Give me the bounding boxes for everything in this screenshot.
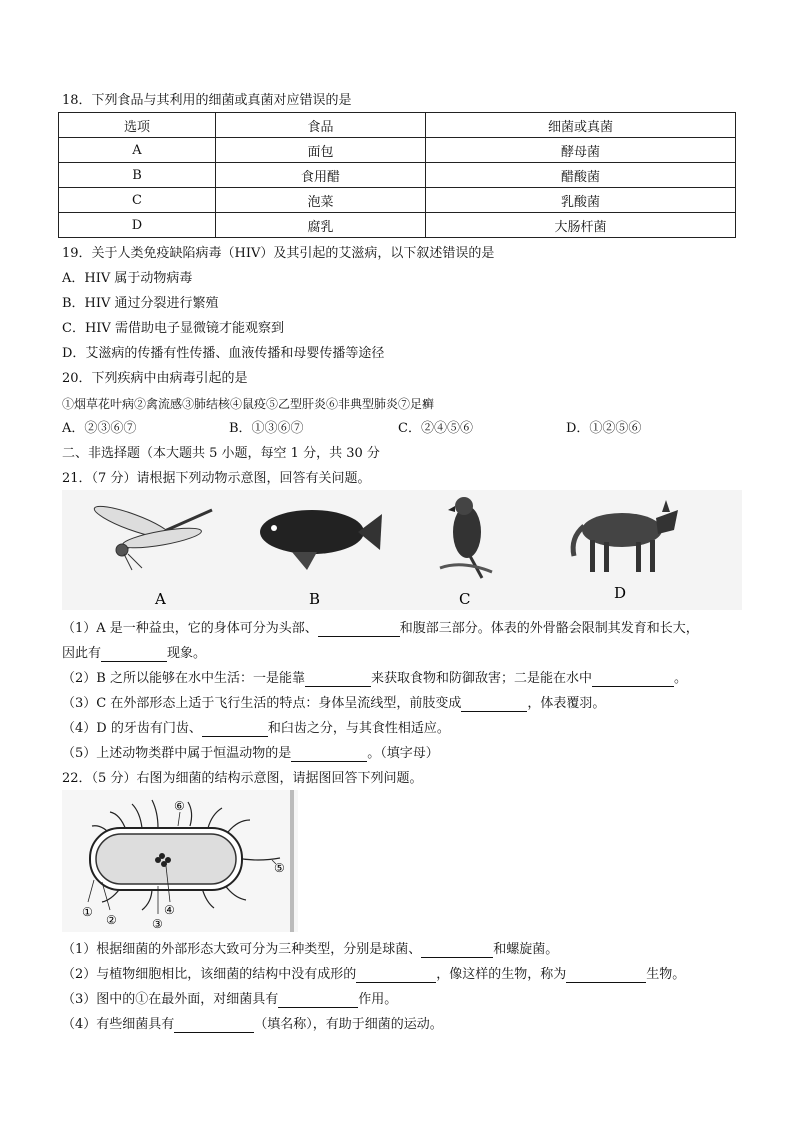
section-heading: 二、非选择题（本大题共 5 小题，每空 1 分，共 30 分	[62, 446, 380, 461]
q20-option-d: D．①②⑤⑥	[566, 421, 642, 436]
q18-stem: 18．下列食品与其利用的细菌或真菌对应错误的是	[62, 93, 352, 108]
cell-microbe: 醋酸菌	[426, 163, 736, 188]
q21-part1-cont	[62, 646, 206, 662]
q22-part1	[62, 942, 558, 958]
q20-option-b: B．①③⑥⑦	[229, 421, 304, 436]
q21-part4	[62, 721, 450, 737]
animal-illustrations	[62, 490, 742, 610]
q20-stem: 20．下列疾病中由病毒引起的是	[62, 371, 248, 386]
cell-microbe: 酵母菌	[426, 138, 736, 163]
label-4: ④	[164, 903, 175, 917]
answer-blank[interactable]	[278, 993, 358, 1008]
q21-part3	[62, 696, 605, 712]
answer-blank[interactable]	[356, 968, 436, 983]
q22-p4-text-cont: （填名称），有助于细菌的运动。	[254, 1017, 443, 1032]
table-row	[59, 213, 736, 238]
q20-disease-list: ①烟草花叶病②禽流感③肺结核④鼠疫⑤乙型肝炎⑥非典型肺炎⑦足癣	[62, 397, 435, 411]
label-2: ②	[106, 913, 117, 927]
animal-label-c: C	[459, 590, 471, 608]
cell-option: D	[59, 213, 216, 238]
q22-part2	[62, 967, 685, 983]
cell-microbe: 大肠杆菌	[426, 213, 736, 238]
answer-blank[interactable]	[318, 622, 400, 637]
bacterium-diagram	[62, 790, 298, 932]
q21-p1-text-3: 现象。	[167, 646, 207, 661]
cell-food: 泡菜	[216, 188, 426, 213]
q22-part4	[62, 1017, 443, 1033]
q20-option-a: A．②③⑥⑦	[62, 421, 137, 436]
q22-p1-text-cont: 和螺旋菌。	[493, 942, 559, 957]
q21-p2-text-end: 。	[673, 671, 687, 686]
q22-p3-text: （3）图中的①在最外面，对细菌具有	[62, 992, 279, 1007]
header-microbe: 细菌或真菌	[426, 113, 736, 138]
q22-p2-text: （2）与植物细胞相比，该细菌的结构中没有成形的	[62, 967, 357, 982]
answer-blank[interactable]	[566, 968, 646, 983]
q22-p3-text-cont: 作用。	[358, 992, 398, 1007]
q20-option-c: C．②④⑤⑥	[398, 421, 473, 436]
q19-option-c: C．HIV 需借助电子显微镜才能观察到	[62, 321, 284, 336]
cell-option: C	[59, 188, 216, 213]
answer-blank[interactable]	[421, 943, 493, 958]
table-row	[59, 188, 736, 213]
q21-p5-text: （5）上述动物类群中属于恒温动物的是	[62, 746, 292, 761]
header-food: 食品	[216, 113, 426, 138]
q19-stem: 19．关于人类免疫缺陷病毒（HIV）及其引起的艾滋病，以下叙述错误的是	[62, 246, 495, 261]
label-3: ③	[152, 917, 163, 931]
answer-blank[interactable]	[291, 747, 367, 762]
q22-p1-text: （1）根据细菌的外部形态大致可分为三种类型，分别是球菌、	[62, 942, 422, 957]
q22-p2-text-cont: ，像这样的生物，称为	[436, 967, 567, 982]
cell-food: 面包	[216, 138, 426, 163]
q21-p5-text-cont: 。（填字母）	[367, 746, 439, 761]
q21-p1-text-2: 因此有	[62, 646, 102, 661]
animal-label-d: D	[614, 584, 627, 602]
answer-blank[interactable]	[592, 672, 674, 687]
q21-p2-text: （2）B 之所以能够在水中生活：一是能靠	[62, 671, 305, 686]
animal-label-a: A	[155, 590, 166, 608]
animal-label-b: B	[309, 590, 321, 608]
q22-p2-text-end: 生物。	[646, 967, 686, 982]
q21-p1-text-cont: 和腹部三部分。体表的外骨骼会限制其发育和长大，	[399, 621, 699, 636]
label-6: ⑥	[174, 799, 185, 813]
q21-p3-text-cont: ，体表覆羽。	[527, 696, 606, 711]
q19-option-b: B．HIV 通过分裂进行繁殖	[62, 296, 219, 311]
q22-stem: 22．（5 分）右图为细菌的结构示意图，请据图回答下列问题。	[62, 771, 423, 786]
header-option: 选项	[59, 113, 216, 138]
q21-part1	[62, 621, 699, 637]
cell-food: 腐乳	[216, 213, 426, 238]
q21-p4-text: （4）D 的牙齿有门齿、	[62, 721, 202, 736]
table-row	[59, 138, 736, 163]
answer-blank[interactable]	[305, 672, 371, 687]
q22-p4-text: （4）有些细菌具有	[62, 1017, 175, 1032]
table-header-row	[59, 113, 736, 138]
answer-blank[interactable]	[202, 722, 268, 737]
answer-blank[interactable]	[174, 1018, 254, 1033]
q21-part2	[62, 671, 687, 687]
q21-p4-text-cont: 和臼齿之分，与其食性相适应。	[267, 721, 450, 736]
cell-option: A	[59, 138, 216, 163]
answer-blank[interactable]	[101, 647, 167, 662]
q21-stem: 21．（7 分）请根据下列动物示意图，回答有关问题。	[62, 471, 371, 486]
q21-p3-text: （3）C 在外部形态上适于飞行生活的特点：身体呈流线型，前肢变成	[62, 696, 462, 711]
table-row	[59, 163, 736, 188]
cell-microbe: 乳酸菌	[426, 188, 736, 213]
answer-blank[interactable]	[461, 697, 527, 712]
q21-part5	[62, 746, 439, 762]
q22-part3	[62, 992, 397, 1008]
q18-table	[58, 112, 736, 238]
q19-option-d: D．艾滋病的传播有性传播、血液传播和母婴传播等途径	[62, 346, 385, 361]
q19-option-a: A．HIV 属于动物病毒	[62, 271, 193, 286]
q21-p2-text-cont: 来获取食物和防御敌害；二是能在水中	[370, 671, 592, 686]
cell-option: B	[59, 163, 216, 188]
label-5: ⑤	[274, 861, 285, 875]
label-1: ①	[82, 905, 93, 919]
cell-food: 食用醋	[216, 163, 426, 188]
q21-p1-text: （1）A 是一种益虫，它的身体可分为头部、	[62, 621, 318, 636]
